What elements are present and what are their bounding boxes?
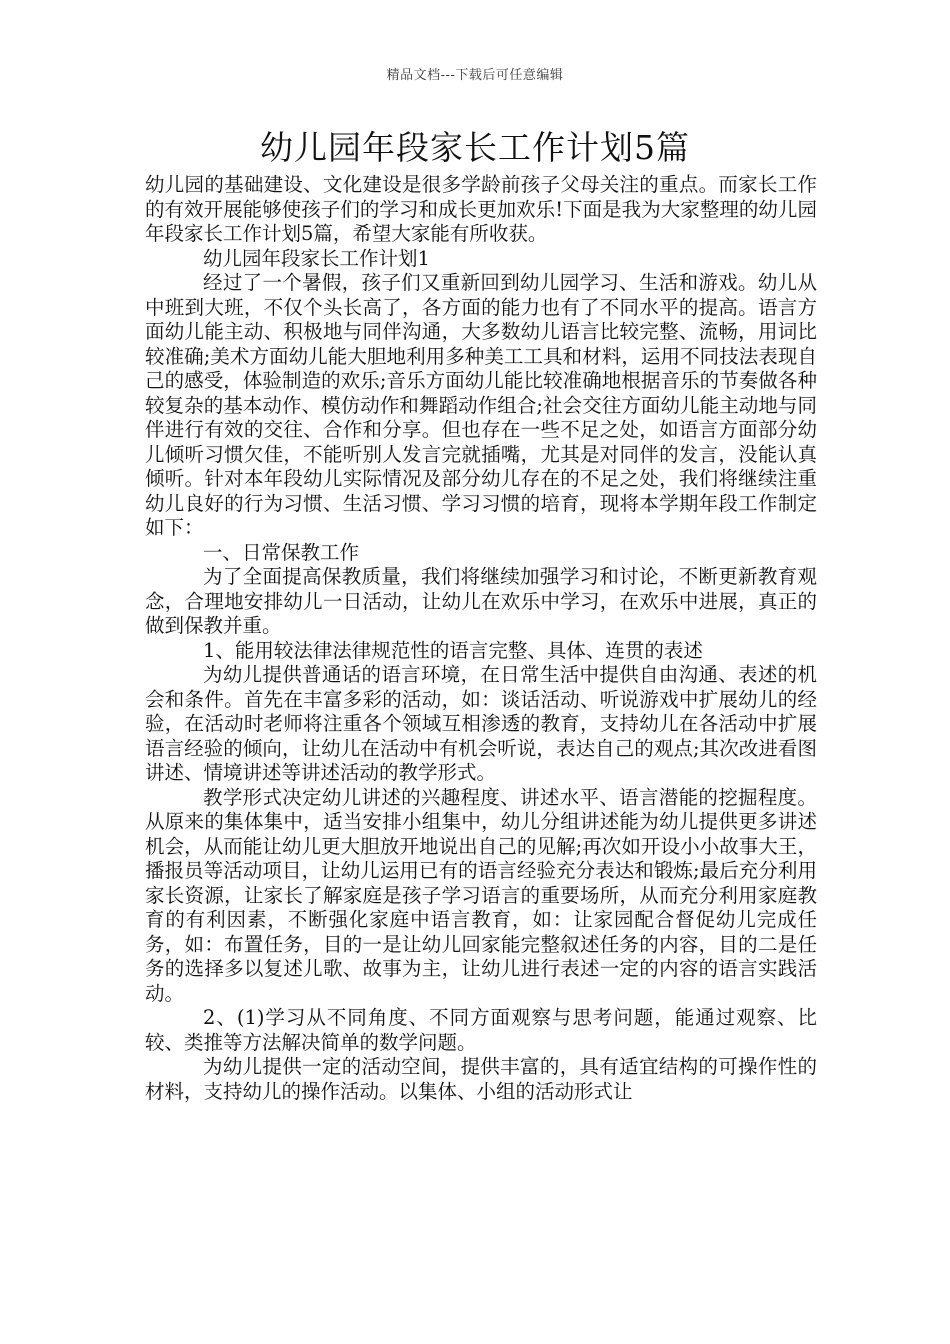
document-title: 幼儿园年段家长工作计划5篇: [260, 128, 690, 167]
header-note: 精品文档---下载后可任意编辑: [386, 68, 564, 83]
subsection-heading: 2、(1)学习从不同角度、不同方面观察与思考问题，能通过观察、比较、类推等方法解决简单的数学问题。: [145, 1006, 817, 1054]
paragraph: 为幼儿提供普通话的语言环境，在日常生活中提供自由沟通、表述的机会和条件。首先在丰富多彩的活动，如：谈话活动、听说游戏中扩展幼儿的经验，在活动时老师将注重各个领域互相渗透的教育，支持幼儿在各活动中扩展语言经验的倾向，让幼儿在活动中有机会听说，表达自己的观点;其次改进看图讲述、情境讲述等讲述活动的教学形式。: [145, 663, 817, 784]
subsection-heading: 1、能用较法律法律规范性的语言完整、具体、连贯的表述: [203, 638, 703, 662]
section-heading: 一、日常保教工作: [203, 540, 360, 564]
plan-heading: 幼儿园年段家长工作计划1: [203, 246, 430, 270]
paragraph: 教学形式决定幼儿讲述的兴趣程度、讲述水平、语言潜能的挖掘程度。从原来的集体集中，适当安排小组集中，幼儿分组讲述能为幼儿提供更多讲述机会，从而能让幼儿更大胆放开地说出自己的见解;再次如开设小小故事大王，播报员等活动项目，让幼儿运用已有的语言经验充分表达和锻炼;最后充分利用家长资源，让家长了解家庭是孩子学习语言的重要场所，从而充分利用家庭教育的有利因素，不断强化家庭中语言教育，如：让家园配合督促幼儿完成任务，如：布置任务，目的一是让幼儿回家能完整叙述任务的内容，目的二是任务的选择多以复述儿歌、故事为主，让幼儿进行表述一定的内容的语言实践活动。: [145, 785, 817, 1005]
paragraph: 为了全面提高保教质量，我们将继续加强学习和讨论，不断更新教育观念，合理地安排幼儿一日活动，让幼儿在欢乐中学习，在欢乐中进展，真正的做到保教并重。: [145, 565, 817, 637]
paragraph: 经过了一个暑假，孩子们又重新回到幼儿园学习、生活和游戏。幼儿从中班到大班，不仅个头长高了，各方面的能力也有了不同水平的提高。语言方面幼儿能主动、积极地与同伴沟通，大多数幼儿语言比较完整、流畅，用词比较准确;美术方面幼儿能大胆地利用多种美工工具和材料，运用不同技法表现自己的感受，体验制造的欢乐;音乐方面幼儿能比较准确地根据音乐的节奏做各种较复杂的基本动作、模仿动作和舞蹈动作组合;社会交往方面幼儿能主动地与同伴进行有效的交往、合作和分享。但也存在一些不足之处，如语言方面部分幼儿倾听习惯欠佳，不能听别人发言完就插嘴，尤其是对同伴的发言，没能认真倾听。针对本年段幼儿实际情况及部分幼儿存在的不足之处，我们将继续注重幼儿良好的行为习惯、生活习惯、学习习惯的培育，现将本学期年段工作制定如下：: [145, 271, 817, 539]
paragraph: 为幼儿提供一定的活动空间，提供丰富的，具有适宜结构的可操作性的材料，支持幼儿的操作活动。以集体、小组的活动形式让: [145, 1055, 817, 1103]
intro-paragraph: 幼儿园的基础建设、文化建设是很多学龄前孩子父母关注的重点。而家长工作的有效开展能够使孩子们的学习和成长更加欢乐!下面是我为大家整理的幼儿园年段家长工作计划5篇，希望大家能有所收获。: [145, 173, 817, 245]
document-body: [145, 173, 817, 1104]
